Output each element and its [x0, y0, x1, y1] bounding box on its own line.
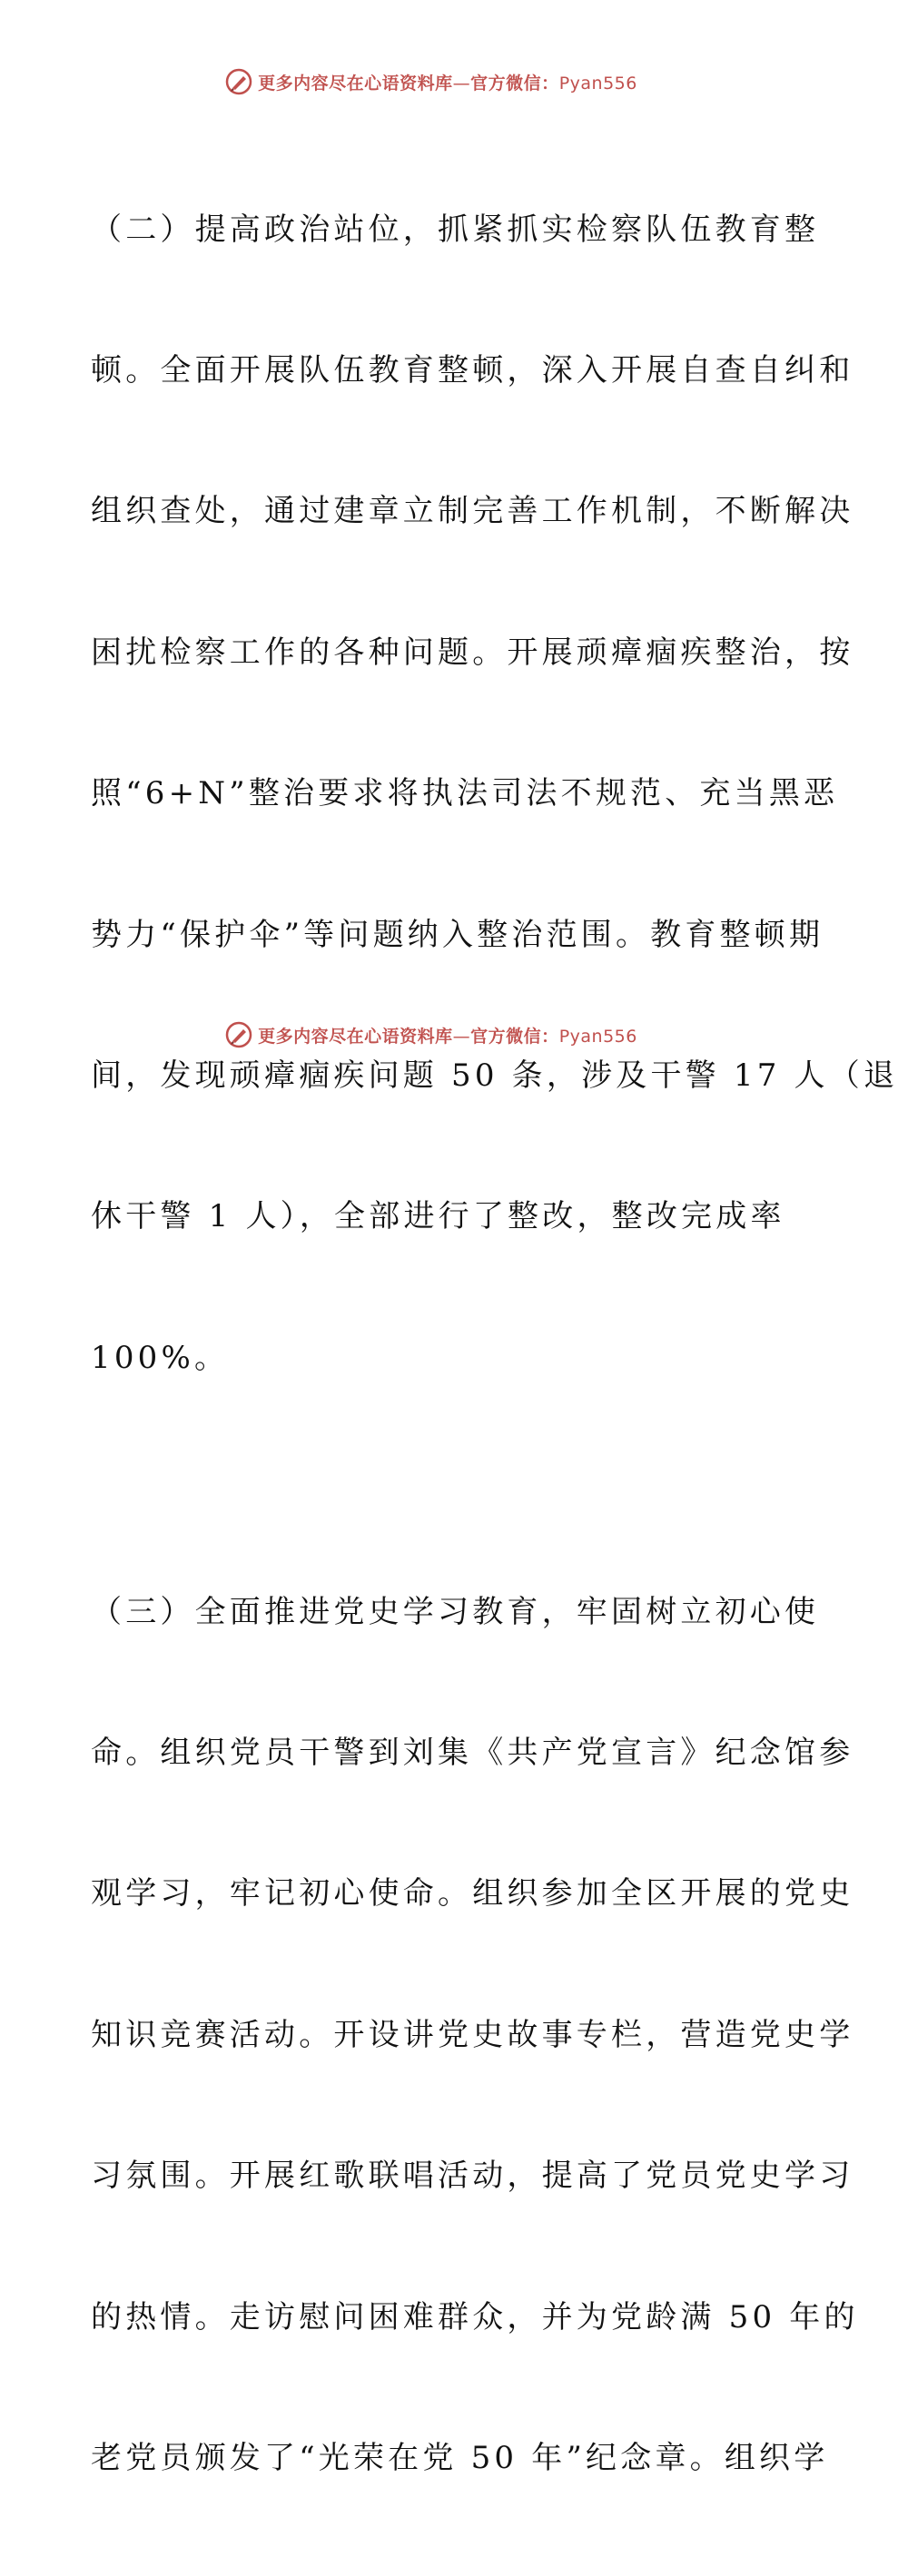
paragraph-line: 顿。全面开展队伍教育整顿，深入开展自查自纠和: [91, 351, 854, 388]
footer-brand-text: 更多内容尽在心语资料库: [258, 1026, 453, 1047]
paragraph-line: 老党员颁发了“光荣在党 50 年”纪念章。组织学: [91, 2440, 829, 2477]
paragraph-line: 间，发现顽瘴痼疾问题 50 条，涉及干警 17 人（退: [91, 1057, 898, 1094]
footer-separator: —: [452, 1026, 471, 1047]
paragraph-line: 知识竞赛活动。开设讲党史故事专栏，营造党史学: [91, 2016, 854, 2053]
paragraph-line: 的热情。走访慰问困难群众，并为党龄满 50 年的: [91, 2298, 859, 2335]
quill-logo-icon: [225, 1021, 252, 1048]
paragraph-line: 困扰检察工作的各种问题。开展顽瘴痼疾整治，按: [91, 634, 854, 671]
paragraph-section-3: [91, 1495, 859, 2576]
header-watermark-banner: [0, 64, 863, 100]
footer-watermark-text: [258, 1023, 637, 1047]
paragraph-line: 命。组织党员干警到刘集《共产党宣言》纪念馆参: [91, 1735, 854, 1772]
footer-wechat-label: 官方微信：: [470, 1026, 559, 1047]
paragraph-line: 势力“保护伞”等问题纳入整治范围。教育整顿期: [91, 916, 824, 953]
footer-watermark-banner: [0, 1017, 863, 1053]
footer-wechat-handle: Pyan556: [558, 1026, 637, 1047]
paragraph-line: 休干警 1 人），全部进行了整改，整改完成率: [91, 1198, 785, 1235]
header-wechat-label: 官方微信：: [470, 73, 559, 93]
header-separator: —: [452, 73, 471, 93]
header-brand-text: 更多内容尽在心语资料库: [258, 73, 453, 93]
paragraph-line: 照“6+N”整治要求将执法司法不规范、充当黑恶: [91, 775, 839, 812]
paragraph-section-2: [91, 113, 898, 1476]
paragraph-line: （三）全面推进党史学习教育，牢固树立初心使: [91, 1593, 820, 1630]
document-body: [91, 113, 898, 2576]
header-watermark-text: [258, 70, 637, 94]
paragraph-line: （二）提高政治站位，抓紧抓实检察队伍教育整: [91, 211, 820, 248]
paragraph-line: 观学习，牢记初心使命。组织参加全区开展的党史: [91, 1875, 854, 1912]
header-wechat-handle: Pyan556: [558, 73, 637, 93]
paragraph-line: 100%。: [91, 1339, 230, 1376]
paragraph-line: 组织查处，通过建章立制完善工作机制，不断解决: [91, 493, 854, 530]
quill-logo-icon: [225, 68, 252, 95]
paragraph-line: 习氛围。开展红歌联唱活动，提高了党员党史学习: [91, 2158, 854, 2195]
